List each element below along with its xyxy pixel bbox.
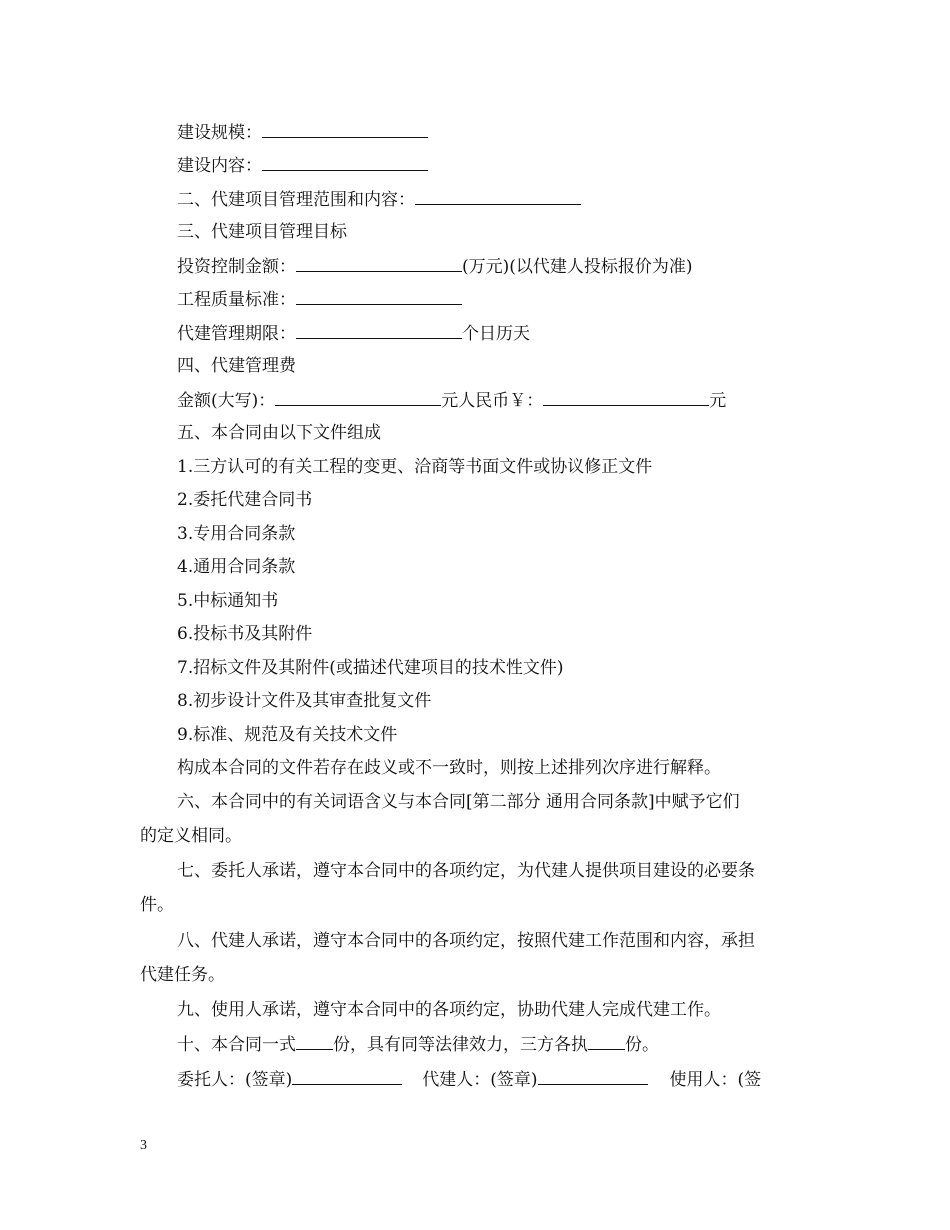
section-8-line-2: 代建任务。 [140, 965, 225, 985]
investment-blank [296, 255, 462, 272]
doc-item-6: 6.投标书及其附件 [177, 624, 313, 644]
period-blank [296, 322, 462, 339]
investment-label: 投资控制金额： [177, 257, 296, 277]
section-7-line-1: 七、委托人承诺，遵守本合同中的各项约定，为代建人提供项目建设的必要条 [177, 861, 755, 881]
user-signature-label: 使用人：(签 [669, 1070, 762, 1090]
doc-item-9: 9.标准、规范及有关技术文件 [177, 725, 398, 745]
section-4-heading: 四、代建管理费 [177, 356, 296, 376]
principal-signature-label: 委托人：(签章) [177, 1070, 293, 1090]
content-line [177, 154, 428, 177]
fee-unit: 元 [709, 391, 727, 411]
quality-line [177, 288, 462, 311]
precedence-text: 构成本合同的文件若存在歧义或不一致时，则按上述排列次序进行解释。 [177, 758, 721, 778]
section-8-line-1: 八、代建人承诺，遵守本合同中的各项约定，按照代建工作范围和内容，承担 [177, 931, 755, 951]
period-line [177, 322, 530, 345]
fee-line [177, 389, 726, 412]
section-6-line-2: 的定义相同。 [140, 826, 242, 846]
principal-signature-blank [292, 1068, 402, 1085]
agent-signature-blank [538, 1068, 648, 1085]
page-number: 3 [140, 1138, 147, 1153]
fee-number-blank [543, 389, 709, 406]
fee-label: 金额(大写)： [177, 391, 276, 411]
fee-rmb-label: 元人民币￥： [441, 391, 544, 411]
section-2-blank [415, 188, 581, 205]
doc-item-4: 4.通用合同条款 [177, 557, 296, 577]
scale-line [177, 121, 428, 144]
section-10-text-c: 份。 [625, 1035, 659, 1055]
doc-item-8: 8.初步设计文件及其审查批复文件 [177, 691, 432, 711]
content-label: 建设内容： [177, 156, 262, 176]
section-5-heading: 五、本合同由以下文件组成 [177, 423, 381, 443]
section-3-heading: 三、代建项目管理目标 [177, 222, 347, 242]
period-unit: 个日历天 [462, 324, 530, 344]
section-10-text-b: 份，具有同等法律效力，三方各执 [333, 1035, 588, 1055]
doc-item-7: 7.招标文件及其附件(或描述代建项目的技术性文件) [177, 658, 564, 678]
section-2-text: 二、代建项目管理范围和内容： [177, 190, 415, 210]
doc-item-5: 5.中标通知书 [177, 591, 279, 611]
investment-line [177, 255, 693, 278]
section-7-line-2: 件。 [140, 895, 174, 915]
section-10-text-a: 十、本合同一式 [177, 1035, 296, 1055]
quality-blank [296, 288, 462, 305]
investment-unit: (万元)(以代建人投标报价为准) [462, 257, 693, 277]
quality-label: 工程质量标准： [177, 290, 296, 310]
agent-signature-label: 代建人：(签章) [422, 1070, 538, 1090]
section-10 [177, 1033, 659, 1056]
doc-item-1: 1.三方认可的有关工程的变更、洽商等书面文件或协议修正文件 [177, 457, 653, 477]
doc-item-3: 3.专用合同条款 [177, 524, 296, 544]
scale-blank [262, 121, 428, 138]
scale-label: 建设规模： [177, 123, 262, 143]
period-label: 代建管理期限： [177, 324, 296, 344]
copies-total-blank [296, 1033, 333, 1050]
signature-line [177, 1068, 761, 1091]
doc-item-2: 2.委托代建合同书 [177, 490, 313, 510]
copies-each-blank [588, 1033, 625, 1050]
section-6-line-1: 六、本合同中的有关词语含义与本合同[第二部分 通用合同条款]中赋予它们 [177, 792, 740, 812]
fee-words-blank [275, 389, 441, 406]
section-9: 九、使用人承诺，遵守本合同中的各项约定，协助代建人完成代建工作。 [177, 1000, 721, 1020]
content-blank [262, 154, 428, 171]
section-2 [177, 188, 581, 211]
